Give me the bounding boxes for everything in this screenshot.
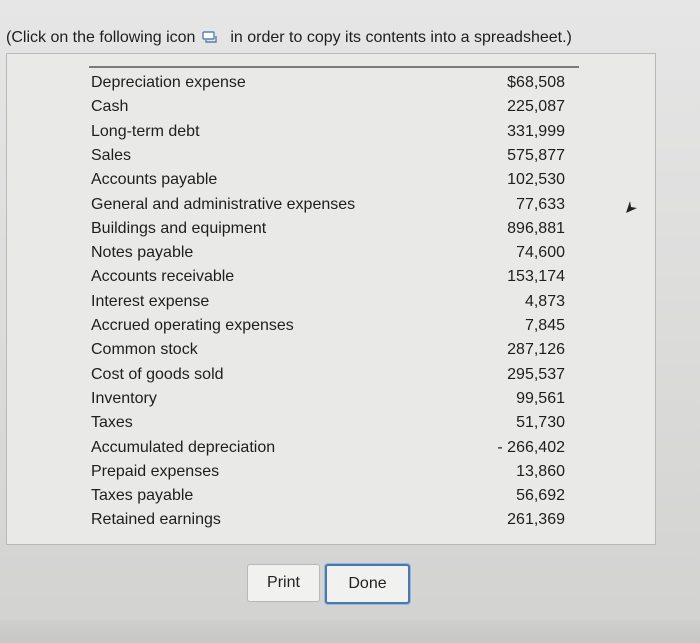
table-row-label: Common stock <box>91 341 198 359</box>
data-table <box>6 53 656 545</box>
table-row-label: Cash <box>91 98 129 116</box>
table-row-label: Taxes payable <box>91 487 194 505</box>
table-row-value: 153,174 <box>507 268 565 286</box>
table-row-label: Cost of goods sold <box>91 365 224 383</box>
copy-spreadsheet-icon[interactable] <box>202 30 224 44</box>
table-row-value: 261,369 <box>507 511 565 529</box>
table-row-value: 287,126 <box>507 341 565 359</box>
table-row-value: 99,561 <box>516 389 565 407</box>
table-row-label: Retained earnings <box>91 511 221 529</box>
table-row-value: - 266,402 <box>497 438 565 456</box>
table-row-label: Inventory <box>91 389 157 407</box>
table-row-value: 77,633 <box>516 195 565 213</box>
table-row-value: $68,508 <box>507 74 565 91</box>
table-row-value: 102,530 <box>507 171 565 189</box>
table-row-label: Prepaid expenses <box>91 462 220 480</box>
table-row-label: Sales <box>91 146 132 164</box>
table-row-value: 4,873 <box>524 292 565 310</box>
print-button[interactable]: Print <box>247 564 320 602</box>
table-row-value: 225,087 <box>507 98 565 116</box>
table-row-label: Accumulated depreciation <box>91 438 276 456</box>
table-row-label: General and administrative expenses <box>91 195 356 213</box>
table-row-value: 896,881 <box>507 219 565 237</box>
table-row-value: 13,860 <box>516 462 565 480</box>
instruction-after: in order to copy its contents into a spreadsheet.) <box>230 29 572 46</box>
table-row-label: Long-term debt <box>91 122 200 140</box>
table-row-label: Accounts payable <box>91 171 218 189</box>
table-row-value: 295,537 <box>507 365 565 383</box>
table-row-value: 56,692 <box>516 487 565 505</box>
table-row-label: Buildings and equipment <box>91 219 267 237</box>
table-row-value: 7,845 <box>524 317 565 334</box>
table-row-label: Accounts receivable <box>91 268 235 286</box>
table-row-value: 51,730 <box>516 414 565 432</box>
instruction-text <box>6 29 572 47</box>
instruction-before: (Click on the following icon <box>6 29 196 46</box>
table-top-rule <box>89 66 579 68</box>
mouse-cursor-icon <box>624 200 640 216</box>
table-row-label: Depreciation expense <box>91 74 246 91</box>
table-row-label: Accrued operating expenses <box>91 317 294 334</box>
table-row-label: Interest expense <box>91 292 210 310</box>
table-row-value: 575,877 <box>507 146 565 164</box>
table-row-label: Taxes <box>91 414 133 432</box>
table-row-label: Notes payable <box>91 244 194 262</box>
done-button[interactable]: Done <box>325 564 410 604</box>
table-row-value: 331,999 <box>507 122 565 140</box>
table-row-value: 74,600 <box>516 244 565 262</box>
bottom-edge <box>0 620 700 643</box>
